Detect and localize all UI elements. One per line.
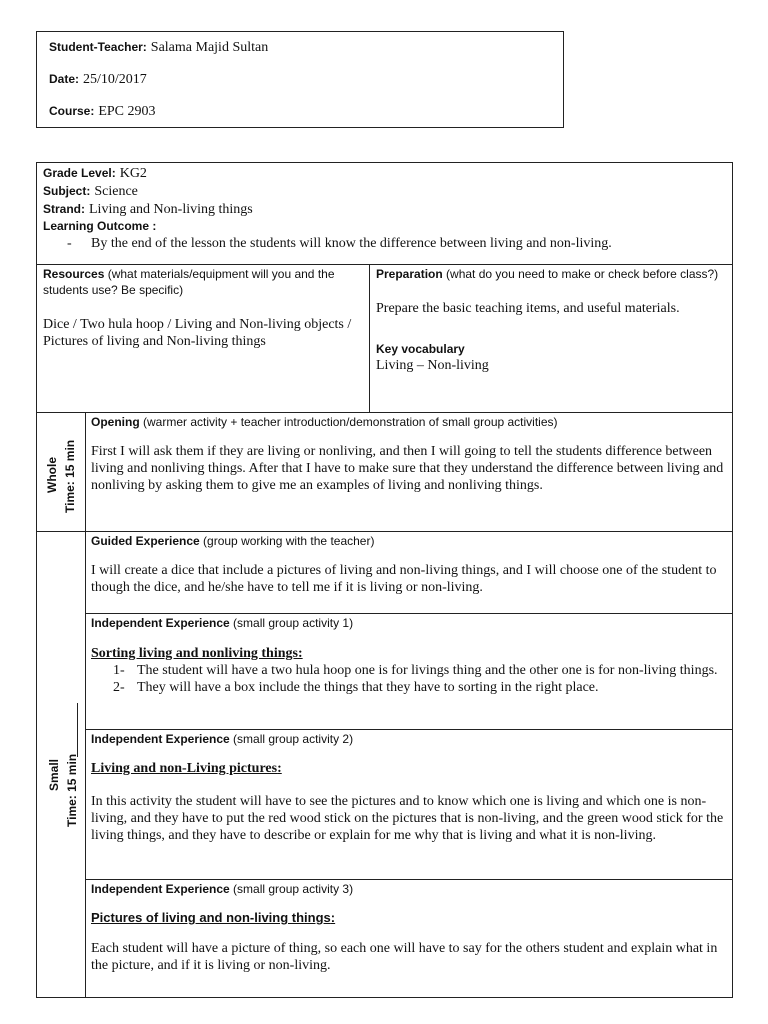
guided-text: I will create a dice that include a pictures of living and non-living things, and I will choose one of the student to though the dice, and he/she have to tell me if it is living or non-living.	[91, 563, 717, 595]
independent-2-cell	[91, 731, 727, 844]
time-column-divider	[85, 412, 86, 998]
opening-label: Opening	[91, 415, 140, 429]
whole-group-label: Whole	[45, 457, 59, 493]
sorting-steps-list	[91, 662, 727, 696]
lesson-info-section	[43, 164, 727, 252]
divider	[37, 412, 732, 413]
whole-time-label: Time: 15 min	[63, 439, 77, 513]
independent-2-label: Independent Experience	[91, 732, 230, 746]
independent-1-label: Independent Experience	[91, 616, 230, 630]
student-teacher-row	[49, 38, 551, 70]
subject-label: Subject:	[43, 184, 91, 198]
course-value: EPC 2903	[98, 104, 156, 119]
list-item: 2- They will have a box include the things that they have to sorting in the right place.	[113, 680, 599, 695]
divider	[37, 264, 732, 265]
independent-3-note: (small group activity 3)	[233, 882, 354, 896]
guided-note: (group working with the teacher)	[203, 534, 375, 548]
date-row	[49, 70, 551, 102]
independent-1-note: (small group activity 1)	[233, 616, 354, 630]
independent-2-note: (small group activity 2)	[233, 732, 354, 746]
small-group-label: Small	[47, 758, 61, 791]
divider	[85, 613, 732, 614]
opening-text: First I will ask them if they are living or nonliving, and then I will going to tell the students difference between living and nonliving things. After that I have to make sure that they understand the difference between living and nonliving by asking them to give me an examples of living and nonliving things.	[91, 444, 724, 493]
learning-outcome-list	[43, 235, 727, 252]
opening-cell	[91, 414, 727, 494]
course-label: Course:	[49, 104, 95, 118]
subject-value: Science	[94, 184, 138, 199]
strand-label: Strand:	[43, 202, 85, 216]
learning-outcome-item: - By the end of the lesson the students will know the difference between living and non-living.	[67, 235, 727, 252]
list-item: 1- The student will have a two hula hoop one is for livings thing and the other one is for non-living things.	[113, 663, 718, 678]
lesson-plan-table	[36, 162, 733, 998]
column-divider	[369, 264, 370, 412]
student-teacher-label: Student-Teacher:	[49, 40, 147, 54]
independent-3-text: Each student will have a picture of thing, so each one will have to say for the others student and explain what in the picture, and if it is living or non-living.	[91, 941, 718, 973]
guided-cell	[91, 533, 727, 596]
independent-3-label: Independent Experience	[91, 882, 230, 896]
preparation-text: Prepare the basic teaching items, and useful materials.	[376, 301, 680, 316]
header-box	[36, 31, 564, 128]
key-vocabulary-text: Living – Non-living	[376, 358, 489, 373]
learning-outcome-label: Learning Outcome :	[43, 219, 157, 233]
divider	[85, 879, 732, 880]
independent-1-heading: Sorting living and nonliving things:	[91, 646, 303, 661]
divider	[37, 531, 732, 532]
resources-cell	[43, 266, 363, 350]
resources-label: Resources	[43, 267, 105, 281]
course-row	[49, 102, 551, 134]
preparation-note: (what do you need to make or check before class?)	[446, 267, 719, 281]
date-label: Date:	[49, 72, 80, 86]
preparation-cell	[376, 266, 728, 374]
small-time-label: Time: 15 min	[65, 753, 79, 827]
independent-1-cell	[91, 615, 727, 696]
grade-value: KG2	[119, 166, 147, 181]
independent-2-heading: Living and non-Living pictures:	[91, 761, 282, 776]
strand-value: Living and Non-living things	[89, 202, 253, 217]
grade-label: Grade Level:	[43, 166, 116, 180]
divider	[85, 729, 732, 730]
preparation-label: Preparation	[376, 267, 443, 281]
opening-note: (warmer activity + teacher introduction/demonstration of small group activities)	[143, 415, 558, 429]
guided-label: Guided Experience	[91, 534, 200, 548]
time-underline	[77, 703, 78, 757]
key-vocabulary-label: Key vocabulary	[376, 342, 465, 356]
independent-3-heading: Pictures of living and non-living things:	[91, 910, 336, 925]
student-teacher-value: Salama Majid Sultan	[150, 40, 269, 55]
resources-note: (what materials/equipment will you and the students use? Be specific)	[43, 267, 335, 297]
independent-3-cell	[91, 881, 727, 974]
independent-2-text: In this activity the student will have to see the pictures and to know which one is living and which one is non-living, and they have to put the red wood stick on the pictures that is non-living, and the green wood stick for the living things, and they have to describe or explain for me why that is living and what it is non-living.	[91, 794, 724, 843]
date-value: 25/10/2017	[83, 72, 147, 87]
resources-text: Dice / Two hula hoop / Living and Non-living objects / Pictures of living and Non-living things	[43, 317, 352, 349]
